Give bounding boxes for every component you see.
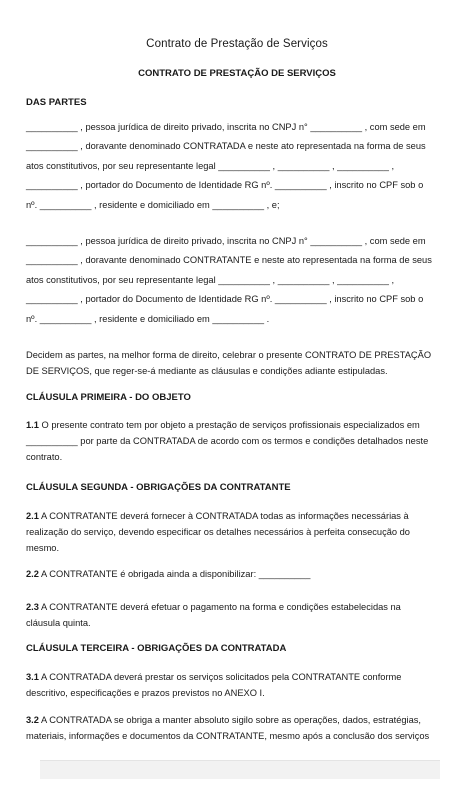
clause-1-1-paragraph xyxy=(26,417,450,465)
party-b-line-2: __________ , doravante denominado CONTRATANTE e neste ato representada na forma de seus xyxy=(26,255,432,266)
party-a-line-1: __________ , pessoa jurídica de direito privado, inscrita no CNPJ n° __________ , com sede em xyxy=(26,122,426,132)
clause-1-1-line-1: O presente contrato tem por objeto a prestação de serviços profissionais especializados em xyxy=(41,420,420,430)
clause-3-1-paragraph xyxy=(26,669,450,701)
clause-1-heading: CLÁUSULA PRIMEIRA - DO OBJETO xyxy=(26,392,191,403)
clause-2-1-line-3: mesmo. xyxy=(26,543,60,553)
clause-number: 3.2 xyxy=(26,715,39,725)
clause-3-2-paragraph xyxy=(26,712,450,744)
page-footer-strip xyxy=(40,760,440,779)
clause-3-heading: CLÁUSULA TERCEIRA - OBRIGAÇÕES DA CONTRATADA xyxy=(26,643,287,654)
clause-3-2-line-1: A CONTRATADA se obriga a manter absoluto sigilo sobre as operações, dados, estratégias, xyxy=(41,715,422,725)
clause-2-1-line-2: realização do serviço, devendo especificar os detalhes necessários à perfeita consecução do xyxy=(26,527,410,537)
clause-3-2-line-2: materiais, informações e documentos da CONTRATANTE, mesmo após a conclusão dos serviços xyxy=(26,731,430,741)
party-contratante-paragraph xyxy=(26,118,450,215)
clause-number: 2.1 xyxy=(26,511,39,521)
clause-2-3-paragraph xyxy=(26,599,450,631)
clause-2-1-paragraph xyxy=(26,508,450,556)
clause-1-1-line-3: contrato. xyxy=(26,452,63,462)
clause-3-1-line-2: descritivo, especificações e prazos previstos no ANEXO I. xyxy=(26,688,265,698)
clause-number: 3.1 xyxy=(26,672,39,682)
party-b-line-5: nº. __________ , residente e domiciliado em __________ . xyxy=(26,313,270,324)
decision-line-1: Decidem as partes, na melhor forma de direito, celebrar o presente CONTRATO DE PRESTAÇÃO xyxy=(26,350,432,360)
clause-number: 2.3 xyxy=(26,602,39,612)
clause-2-heading: CLÁUSULA SEGUNDA - OBRIGAÇÕES DA CONTRATANTE xyxy=(26,482,291,493)
party-b-line-1: __________ , pessoa jurídica de direito privado, inscrita no CNPJ n° __________ , com sede em xyxy=(26,236,426,246)
clause-2-1-line-1: A CONTRATANTE deverá fornecer à CONTRATADA todas as informações necessárias à xyxy=(41,511,409,521)
decision-line-2: DE SERVIÇOS, que reger-se-á mediante as cláusulas e condições adiante estipuladas. xyxy=(26,366,388,376)
clause-2-2-text: A CONTRATANTE é obrigada ainda a disponibilizar: __________ xyxy=(41,569,311,579)
clause-number: 2.2 xyxy=(26,569,39,579)
clause-2-2-paragraph xyxy=(26,566,450,582)
parties-heading: DAS PARTES xyxy=(26,97,87,108)
party-a-line-3: atos constitutivos, por seu representante legal __________ , __________ , __________ , xyxy=(26,160,395,171)
decision-paragraph xyxy=(26,347,450,379)
clause-2-3-line-1: A CONTRATANTE deverá efetuar o pagamento na forma e condições estabelecidas na xyxy=(41,602,401,612)
clause-number: 1.1 xyxy=(26,420,39,430)
party-a-line-5: nº. __________ , residente e domiciliado em __________ , e; xyxy=(26,199,280,210)
party-b-line-3: atos constitutivos, por seu representante legal __________ , __________ , __________ , xyxy=(26,274,395,285)
party-contratada-paragraph xyxy=(26,232,450,329)
clause-1-1-line-2: __________ por parte da CONTRATADA de acordo com os termos e condições detalhados neste xyxy=(26,436,429,446)
contract-heading: CONTRATO DE PRESTAÇÃO DE SERVIÇOS xyxy=(138,68,336,79)
party-a-line-2: __________ , doravante denominado CONTRATADA e neste ato representada na forma de seus xyxy=(26,141,426,152)
party-a-line-4: __________ , portador do Documento de Identidade RG nº. __________ , inscrito no CPF sob o xyxy=(26,180,424,191)
document-title: Contrato de Prestação de Serviços xyxy=(146,38,328,50)
clause-3-1-line-1: A CONTRATADA deverá prestar os serviços solicitados pela CONTRATANTE conforme xyxy=(41,672,402,682)
party-b-line-4: __________ , portador do Documento de Identidade RG nº. __________ , inscrito no CPF sob o xyxy=(26,294,424,305)
clause-2-3-line-2: cláusula quinta. xyxy=(26,618,91,628)
